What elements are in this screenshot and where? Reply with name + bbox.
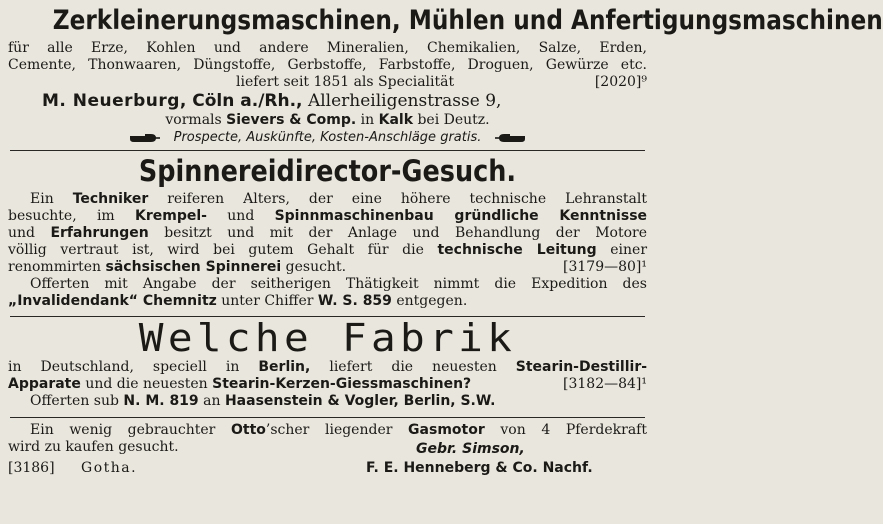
ad4-t1e: von 4 Pferdekraft: [500, 422, 647, 438]
ad2-t7b: unter Chiffer: [221, 293, 314, 309]
ad1-prospect-line: [8, 129, 647, 147]
ad3-line-1: [8, 359, 647, 376]
ad-gasmotor: [8, 418, 647, 477]
ad3-t3c: an: [203, 393, 221, 409]
ad2-t7d: entgegen.: [396, 293, 468, 309]
ad2-line-4: [8, 242, 647, 259]
ad2-t5b: sächsischen Spinnerei: [105, 259, 282, 275]
ad2-line-7: [8, 293, 647, 310]
ad4-line-3: [8, 460, 647, 477]
ad3-t1b: Berlin,: [258, 359, 311, 375]
ad4-t2: wird zu kaufen gesucht.: [8, 439, 179, 455]
ad1-firm-line: [8, 91, 647, 112]
ad2-t4b: technische Leitung: [437, 242, 597, 258]
ad3-t2c: Stearin-Kerzen-Giessmaschinen?: [212, 376, 472, 392]
ad4-t1c: ’scher liegender: [265, 422, 393, 438]
pointing-hand-left-icon: [494, 133, 526, 143]
ad3-t1a: in Deutschland, speciell in: [8, 359, 240, 375]
ad2-line-3: [8, 225, 647, 242]
ad2-t3b: Erfahrungen: [50, 225, 149, 241]
ad3-t1d: Stearin-Destillir-: [515, 359, 648, 375]
ad3-t2a: Apparate: [8, 376, 81, 392]
ad1-address: Allerheiligenstrasse 9,: [307, 91, 502, 111]
ad3-line-3: [8, 393, 647, 410]
ad3-ref: [3182—84]¹: [563, 376, 647, 392]
ad2-t7a: „Invalidendank“ Chemnitz: [8, 293, 217, 309]
ad2-line-1: [8, 191, 647, 208]
ad4-place: Gotha.: [81, 460, 138, 476]
ad1-line-3: [8, 74, 647, 91]
ad2-t5c: gesucht.: [285, 259, 347, 275]
ad1-firm: M. Neuerburg,: [42, 91, 187, 111]
ad1-ref: [2020]⁹: [594, 74, 647, 90]
ad1-line-3-text: liefert seit 1851 als Specialität: [236, 74, 455, 90]
ad3-t3b: N. M. 819: [123, 393, 199, 409]
ad1-city: Cöln a./Rh.,: [192, 91, 303, 111]
ad1-former-post: bei Deutz.: [417, 112, 490, 128]
ad2-line-6: Offerten mit Angabe der seitherigen Thätigkeit nimmt die Expedition des: [30, 276, 647, 292]
ad2-t1c: reiferen Alters, der eine höhere technische Lehranstalt: [167, 191, 647, 207]
ad3-headline: Welche Fabrik: [138, 316, 517, 360]
ad2-t2b: Krempel-: [135, 208, 207, 224]
ad2-t1a: Ein: [30, 191, 54, 207]
ad2-ref: [3179—80]¹: [563, 259, 647, 275]
ad-spinnereidirector: [8, 151, 647, 310]
ad1-former-name: Sievers & Comp.: [226, 112, 357, 128]
ad-welche-fabrik: [8, 317, 647, 410]
ad2-line-2: [8, 208, 647, 225]
ad2-line-5: [8, 259, 647, 276]
ad1-headline: Zerkleinerungsmaschinen, Mühlen und Anfertigungsmaschinen: [52, 5, 883, 36]
ad2-t1b: Techniker: [72, 191, 149, 207]
ad3-t3a: Offerten sub: [30, 393, 119, 409]
ad2-t4a: völlig vertraut ist, wird bei gutem Gehalt für die: [8, 242, 424, 258]
ad4-t1b: Otto: [231, 422, 266, 438]
ad4-t1a: Ein wenig gebrauchter: [30, 422, 216, 438]
ad1-former-in: in: [360, 112, 375, 128]
ad4-signature-simson: Gebr. Simson,: [416, 441, 525, 457]
ad2-t7c: W. S. 859: [317, 293, 392, 309]
ad2-t2d: Spinnmaschinenbau gründliche Kenntnisse: [274, 208, 648, 224]
ad3-line-2: [8, 376, 647, 393]
pointing-hand-right-icon: [129, 133, 161, 143]
ad1-line-1: für alle Erze, Kohlen und andere Mineralien, Chemikalien, Salze, Erden,: [8, 40, 647, 56]
ad-neuerburg: [8, 0, 883, 147]
ad1-former-pre: vormals: [165, 112, 222, 128]
ad4-t1d: Gasmotor: [408, 422, 485, 438]
ad4-ref: [3186]: [8, 460, 55, 476]
ad2-t3a: und: [8, 225, 35, 241]
ad1-line-2: Cemente, Thonwaaren, Düngstoffe, Gerbstoffe, Farbstoffe, Droguen, Gewürze etc.: [8, 57, 647, 73]
ad4-signature-henneberg: F. E. Henneberg & Co. Nachf.: [366, 460, 593, 476]
ad1-former: [8, 112, 647, 129]
ad1-prospect: Prospecte, Auskünfte, Kosten-Anschläge gratis.: [173, 130, 482, 145]
ad4-line-2: [8, 439, 647, 456]
ad4-line-1: [8, 422, 647, 439]
ad3-t1c: liefert die neuesten: [329, 359, 497, 375]
ad2-headline: Spinnereidirector-Gesuch.: [138, 154, 517, 188]
ad2-t3c: besitzt und mit der Anlage und Behandlung der Motore: [164, 225, 647, 241]
ad3-t3d: Haasenstein & Vogler, Berlin, S.W.: [224, 393, 496, 409]
ad3-t2b: und die neuesten: [85, 376, 208, 392]
ad2-t2a: besuchte, im: [8, 208, 115, 224]
ad2-t2c: und: [227, 208, 255, 224]
ad2-t5a: renommirten: [8, 259, 102, 275]
ad1-former-place: Kalk: [378, 112, 413, 128]
ad2-t4c: einer: [610, 242, 648, 258]
